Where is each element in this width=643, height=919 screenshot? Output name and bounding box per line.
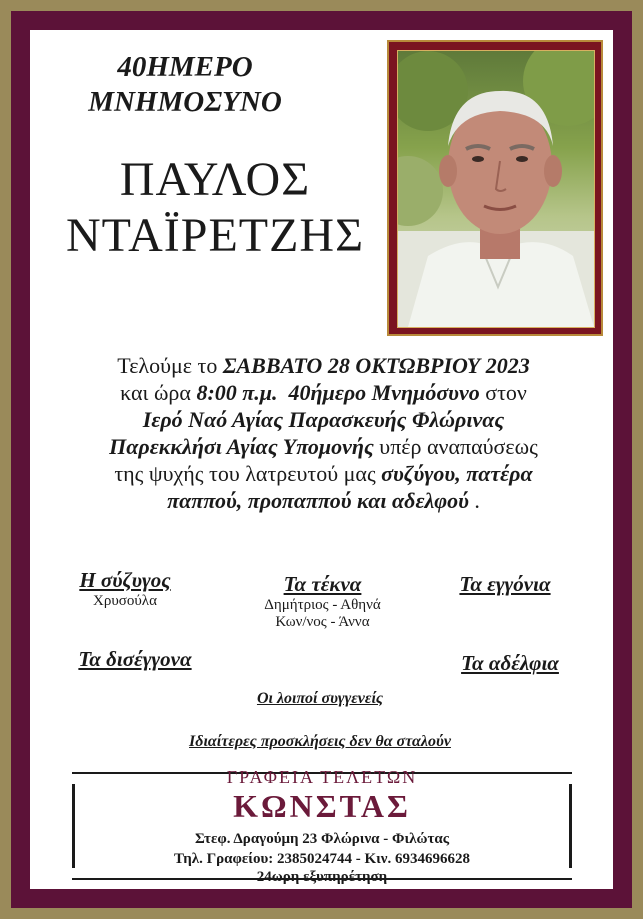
- children-line-2: Κων/νος - Άννα: [275, 614, 370, 630]
- agency-name: ΚΩΝΣΤΑΣ: [233, 788, 411, 824]
- announce-part-6: .: [468, 488, 480, 513]
- announce-part-3: στον: [479, 380, 527, 405]
- service-time: 8:00 π.μ.: [196, 380, 278, 405]
- announcement-line-6: [32, 487, 615, 514]
- announce-part-1: Τελούμε το: [117, 353, 223, 378]
- agency-phones: Τηλ. Γραφείου: 2385024744 - Κιν. 6934696628: [173, 851, 471, 867]
- spouse-block: [50, 568, 200, 610]
- grandchildren-label: Τα εγγόνια: [459, 572, 551, 596]
- agency-service-hours: 24ωρη εξυπηρέτηση: [256, 869, 388, 885]
- spouse-label: Η σύζυγος: [79, 568, 171, 592]
- memorial-line-2: ΜΝΗΜΟΣΥΝΟ: [88, 86, 282, 118]
- spouse-name: Χρυσούλα: [93, 593, 157, 609]
- relations-line-2: παππού, προπαππού και αδελφού: [167, 488, 469, 513]
- children-label: Τα τέκνα: [283, 572, 362, 596]
- chapel-name: Παρεκκλήσι Αγίας Υπομονής: [109, 434, 374, 459]
- great-grandchildren-label: Τα δισέγγονα: [78, 647, 192, 671]
- memorial-type: [60, 50, 310, 120]
- relatives-line: [120, 690, 520, 708]
- photo-frame: [387, 40, 603, 336]
- funeral-agency-box: [72, 767, 572, 885]
- invitations-line: [90, 733, 550, 751]
- siblings-label: Τα αδέλφια: [461, 651, 559, 675]
- service-date: ΣΑΒΒΑΤΟ 28 ΟΚΤΩΒΡΙΟΥ 2023: [222, 353, 530, 378]
- announce-part-5: της ψυχής του λατρευτού μας: [114, 461, 382, 486]
- announcement-text: [32, 352, 615, 514]
- portrait-photo: [397, 50, 595, 328]
- announcement-line-5: [32, 460, 615, 487]
- church-name: Ιερό Ναό Αγίας Παρασκευής Φλώρινας: [142, 407, 505, 432]
- announcement-line-4: [32, 433, 615, 460]
- agency-text: [72, 766, 572, 886]
- deceased-name: [30, 152, 400, 264]
- agency-address: Στεφ. Δραγούμη 23 Φλώρινα - Φιλώτας: [194, 831, 450, 847]
- first-name: ΠΑΥΛΟΣ: [119, 153, 311, 206]
- announcement-line-1: [32, 352, 615, 379]
- service-type: 40ήμερο Μνημόσυνο: [288, 380, 480, 405]
- memorial-line-1: 40ΗΜΕΡΟ: [117, 51, 253, 83]
- great-grandchildren-block: [45, 647, 225, 672]
- portrait-illustration: [398, 51, 594, 327]
- last-name: ΝΤΑΪΡΕΤΖΗΣ: [65, 209, 365, 262]
- relatives-label: Οι λοιποί συγγενείς: [256, 690, 384, 707]
- announce-part-4: υπέρ αναπαύσεως: [373, 434, 538, 459]
- agency-label: ΓΡΑΦΕΙΑ ΤΕΛΕΤΩΝ: [226, 767, 418, 787]
- children-block: [230, 572, 415, 631]
- relations-line-1: συζύγου, πατέρα: [381, 461, 533, 486]
- announce-part-2: και ώρα: [120, 380, 197, 405]
- grandchildren-block: [425, 572, 585, 597]
- no-invitations-note: Ιδιαίτερες προσκλήσεις δεν θα σταλούν: [189, 733, 451, 750]
- announcement-line-2: [32, 379, 615, 406]
- siblings-block: [430, 651, 590, 676]
- children-line-1: Δημήτριος - Αθηνά: [264, 597, 381, 613]
